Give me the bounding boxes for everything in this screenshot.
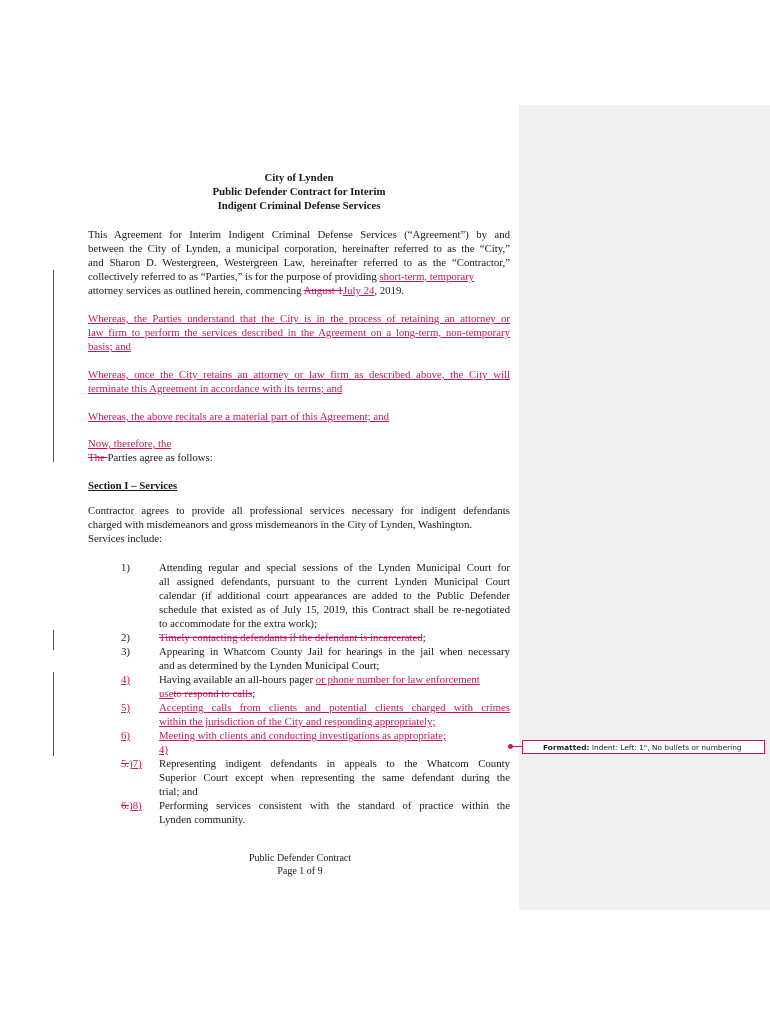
item-4-line-2 <box>159 687 255 701</box>
title-line-2: Public Defender Contract for Interim <box>212 186 386 198</box>
inserted-text: short-term, temporary <box>379 271 475 283</box>
item-2-end: ; <box>422 632 426 644</box>
footer-title: Public Defender Contract <box>248 853 352 864</box>
section-1-para-line-2: charged with misdemeanors and gross misdemeanors in the City of Lynden, Washington. <box>88 519 473 531</box>
item-number: 1) <box>121 562 130 574</box>
intro-line-2: between the City of Lynden, a municipal corporation, hereinafter referred to as the “City,” <box>88 243 510 255</box>
item-1-line-2: all assigned defendants, pursuant to the current Lynden Municipal Court <box>159 576 510 588</box>
section-1-heading: Section I – Services <box>88 480 178 492</box>
change-bar <box>53 270 54 462</box>
item-number: 4) <box>121 674 130 686</box>
title-line-3: Indigent Criminal Defense Services <box>217 200 381 212</box>
whereas-1-line-3: basis; and <box>88 341 131 353</box>
inserted-text: )7) <box>129 758 142 770</box>
deleted-text: August 1 <box>303 285 343 297</box>
inserted-text: or phone number for law enforcement <box>315 674 480 686</box>
item-number: 5) <box>121 702 130 714</box>
item-number: 3) <box>121 646 130 658</box>
item-1-line-4: schedule that existed as of July 15, 2019, this Contract shall be re-negotiated <box>159 604 510 616</box>
item-4-end: ; <box>252 688 256 700</box>
intro-line-3: and Sharon D. Westergreen, Westergreen Law, hereinafter referred to as the “Contractor,” <box>88 257 510 269</box>
section-1-para-line-1: Contractor agrees to provide all professional services necessary for indigent defendants <box>88 505 510 517</box>
item-1-line-1: Attending regular and special sessions of the Lynden Municipal Court for <box>159 562 510 574</box>
comment-text: Indent: Left: 1", No bullets or numbering <box>589 743 742 752</box>
item-7-line-3: trial; and <box>159 786 198 798</box>
deleted-text: Timely contacting defendants if the defendant is incarcerated <box>159 632 423 644</box>
whereas-2-line-1: Whereas, once the City retains an attorney or law firm as described above, the City will <box>88 369 510 381</box>
item-6-line-1: Meeting with clients and conducting investigations as appropriate; <box>159 730 446 742</box>
deleted-text: The <box>88 452 108 464</box>
whereas-1-line-1: Whereas, the Parties understand that the City is in the process of retaining an attorney or <box>88 313 510 325</box>
whereas-3: Whereas, the above recitals are a material part of this Agreement; and <box>88 411 389 423</box>
item-1-line-5: to accommodate for the extra work); <box>159 618 317 630</box>
intro-line-4 <box>88 270 474 284</box>
intro-text: attorney services as outlined herein, commencing <box>88 285 304 297</box>
deleted-text: to respond to calls <box>173 688 253 700</box>
footer-page-number: Page 1 of 9 <box>277 866 323 877</box>
item-4-text: Having available an all-hours pager <box>159 674 316 686</box>
item-3-line-1: Appearing in Whatcom County Jail for hearings in the jail when necessary <box>159 646 510 658</box>
item-number: 2) <box>121 632 130 644</box>
deleted-text: 5. <box>121 758 130 770</box>
item-1-line-3: calendar (if additional court appearances are added to the Public Defender <box>159 590 510 602</box>
intro-line-5 <box>88 284 404 298</box>
now-therefore: Now, therefore, the <box>88 438 172 450</box>
item-number <box>121 799 142 813</box>
intro-line-1: This Agreement for Interim Indigent Criminal Defense Services (“Agreement”) by and <box>88 229 510 241</box>
markup-margin-panel <box>519 105 770 910</box>
section-1-para-line-3: Services include: <box>88 533 163 545</box>
inserted-text: )8) <box>129 800 142 812</box>
item-8-line-1: Performing services consistent with the standard of practice within the <box>159 800 510 812</box>
whereas-2-line-2: terminate this Agreement in accordance with its terms; and <box>88 383 343 395</box>
change-bar <box>53 672 54 756</box>
comment-leader-line <box>512 746 522 747</box>
intro-text: collectively referred to as “Parties,” is for the purpose of providing <box>88 271 380 283</box>
parties-agree-line <box>88 451 213 465</box>
item-5-line-2: within the jurisdiction of the City and responding appropriately; <box>159 716 436 728</box>
item-8-line-2: Lynden community. <box>159 814 246 826</box>
item-7-line-2: Superior Court except when representing the same defendant during the <box>159 772 510 784</box>
item-3-line-2: and as determined by the Lynden Municipal Court; <box>159 660 380 672</box>
item-5-line-1: Accepting calls from clients and potential clients charged with crimes <box>159 702 510 714</box>
parties-agree-text: Parties agree as follows: <box>107 452 213 464</box>
item-6-line-2: 4) <box>159 744 168 756</box>
inserted-text: use <box>159 688 174 700</box>
item-7-line-1: Representing indigent defendants in appeals to the Whatcom County <box>159 758 510 770</box>
whereas-1-line-2: law firm to perform the services described in the Agreement on a long-term, non-temporary <box>88 327 510 339</box>
inserted-text: July 24 <box>342 285 375 297</box>
item-2-line <box>159 631 426 645</box>
item-4-line-1 <box>159 673 480 687</box>
deleted-text: 6. <box>121 800 130 812</box>
title-line-1: City of Lynden <box>264 172 334 184</box>
change-bar <box>53 630 54 650</box>
comment-label: Formatted: <box>543 743 590 752</box>
item-number: 6) <box>121 730 130 742</box>
formatting-comment-balloon[interactable] <box>522 740 765 754</box>
intro-text: , 2019. <box>374 285 405 297</box>
item-number <box>121 757 142 771</box>
